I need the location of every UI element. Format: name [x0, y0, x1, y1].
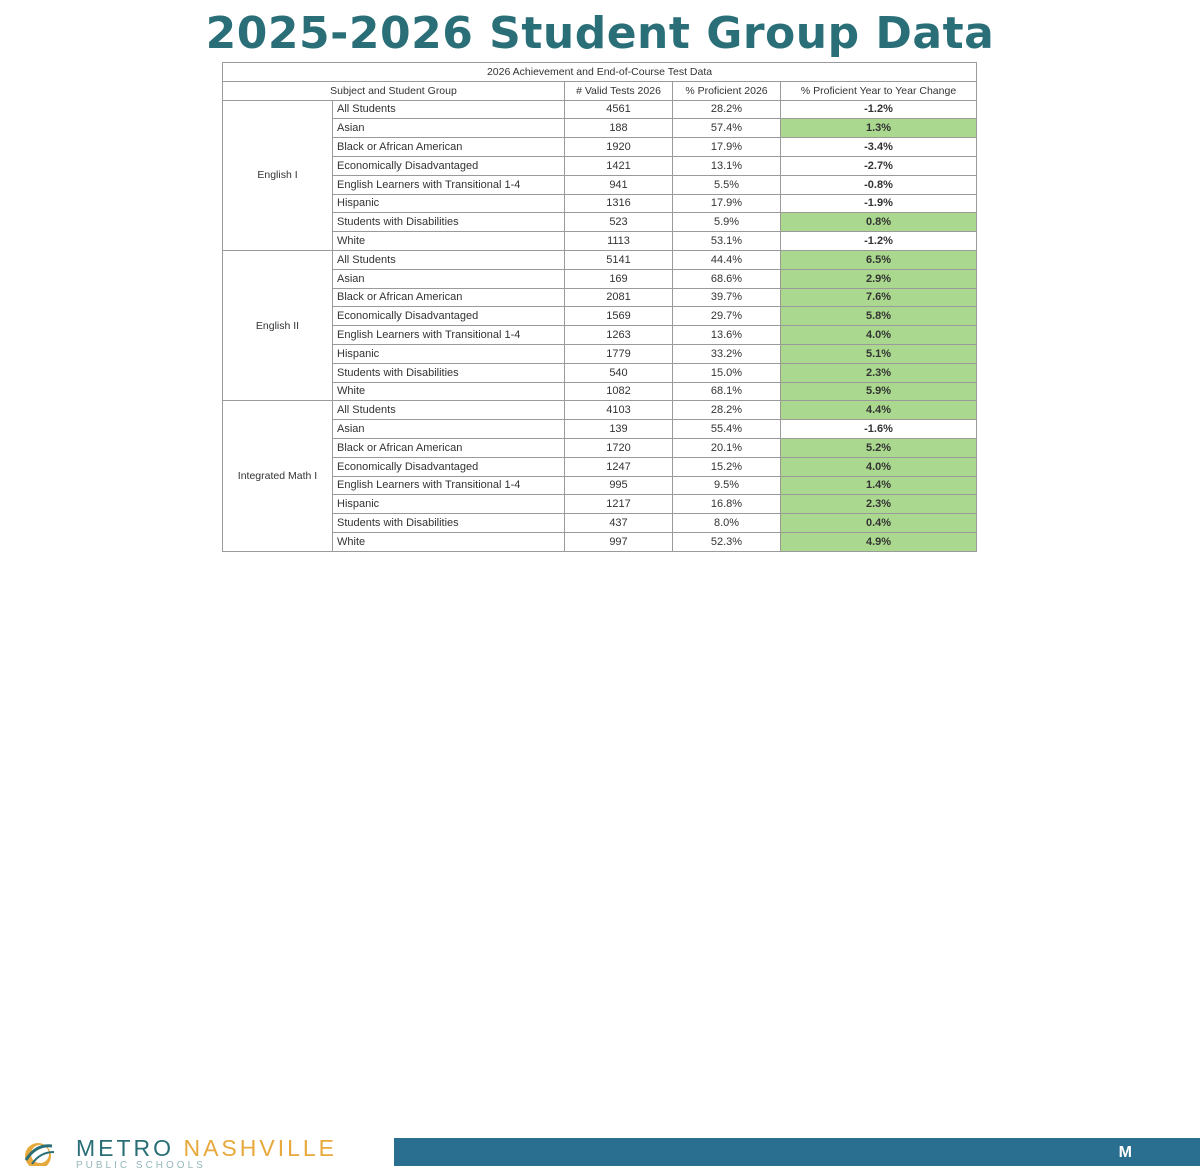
valid-tests-cell: 139: [565, 420, 673, 439]
proficient-cell: 15.0%: [673, 363, 781, 382]
yoy-change-cell: -0.8%: [781, 175, 977, 194]
page-title: 2025-2026 Student Group Data: [205, 8, 995, 59]
yoy-change-cell: 5.1%: [781, 344, 977, 363]
proficient-cell: 28.2%: [673, 401, 781, 420]
proficient-cell: 17.9%: [673, 138, 781, 157]
proficient-cell: 28.2%: [673, 100, 781, 119]
subject-cell: English II: [223, 250, 333, 400]
student-group-cell: White: [333, 232, 565, 251]
yoy-change-cell: -3.4%: [781, 138, 977, 157]
yoy-change-cell: 1.3%: [781, 119, 977, 138]
table-row: [223, 495, 977, 514]
metro-nashville-logo: [18, 1136, 62, 1166]
yoy-change-cell: 2.3%: [781, 495, 977, 514]
proficient-cell: 15.2%: [673, 457, 781, 476]
yoy-change-cell: 2.9%: [781, 269, 977, 288]
footer-bar-mark: M: [1118, 1144, 1132, 1161]
valid-tests-cell: 997: [565, 532, 673, 551]
valid-tests-cell: 1920: [565, 138, 673, 157]
student-group-cell: English Learners with Transitional 1-4: [333, 175, 565, 194]
valid-tests-cell: 5141: [565, 250, 673, 269]
student-group-cell: English Learners with Transitional 1-4: [333, 326, 565, 345]
proficient-cell: 13.1%: [673, 156, 781, 175]
table-row: [223, 420, 977, 439]
valid-tests-cell: 1720: [565, 438, 673, 457]
table-row: [223, 382, 977, 401]
table-row: [223, 401, 977, 420]
header-subject-group: Subject and Student Group: [223, 81, 565, 100]
header-proficient: % Proficient 2026: [673, 81, 781, 100]
proficient-cell: 8.0%: [673, 514, 781, 533]
student-group-cell: English Learners with Transitional 1-4: [333, 476, 565, 495]
student-group-cell: All Students: [333, 100, 565, 119]
brand-name: [76, 1135, 337, 1161]
yoy-change-cell: 1.4%: [781, 476, 977, 495]
proficient-cell: 44.4%: [673, 250, 781, 269]
valid-tests-cell: 437: [565, 514, 673, 533]
student-group-cell: Economically Disadvantaged: [333, 307, 565, 326]
valid-tests-cell: 4103: [565, 401, 673, 420]
yoy-change-cell: -1.9%: [781, 194, 977, 213]
table-row: [223, 307, 977, 326]
student-group-cell: Asian: [333, 119, 565, 138]
valid-tests-cell: 1779: [565, 344, 673, 363]
table-row: [223, 175, 977, 194]
table-row: [223, 326, 977, 345]
table-row: [223, 363, 977, 382]
student-group-cell: Students with Disabilities: [333, 213, 565, 232]
table-caption: 2026 Achievement and End-of-Course Test Data: [223, 63, 977, 82]
yoy-change-cell: 4.4%: [781, 401, 977, 420]
table-body: [223, 100, 977, 551]
yoy-change-cell: -1.2%: [781, 232, 977, 251]
valid-tests-cell: 995: [565, 476, 673, 495]
table-caption-row: [223, 63, 977, 82]
student-group-cell: Asian: [333, 420, 565, 439]
proficient-cell: 33.2%: [673, 344, 781, 363]
proficient-cell: 29.7%: [673, 307, 781, 326]
table-header-row: [223, 81, 977, 100]
valid-tests-cell: 1263: [565, 326, 673, 345]
proficient-cell: 13.6%: [673, 326, 781, 345]
table-row: [223, 138, 977, 157]
student-group-cell: Black or African American: [333, 288, 565, 307]
valid-tests-cell: 188: [565, 119, 673, 138]
yoy-change-cell: -2.7%: [781, 156, 977, 175]
proficient-cell: 9.5%: [673, 476, 781, 495]
valid-tests-cell: 1217: [565, 495, 673, 514]
table-row: [223, 344, 977, 363]
valid-tests-cell: 540: [565, 363, 673, 382]
yoy-change-cell: 4.9%: [781, 532, 977, 551]
yoy-change-cell: -1.6%: [781, 420, 977, 439]
valid-tests-cell: 523: [565, 213, 673, 232]
student-group-cell: Black or African American: [333, 438, 565, 457]
proficient-cell: 39.7%: [673, 288, 781, 307]
table-row: [223, 514, 977, 533]
table-row: [223, 119, 977, 138]
proficient-cell: 53.1%: [673, 232, 781, 251]
brand-nashville: NASHVILLE: [183, 1135, 338, 1161]
proficient-cell: 55.4%: [673, 420, 781, 439]
student-group-cell: Hispanic: [333, 344, 565, 363]
subject-cell: English I: [223, 100, 333, 250]
yoy-change-cell: 5.8%: [781, 307, 977, 326]
subject-cell: Integrated Math I: [223, 401, 333, 551]
student-group-cell: Black or African American: [333, 138, 565, 157]
valid-tests-cell: 1316: [565, 194, 673, 213]
student-group-cell: Students with Disabilities: [333, 363, 565, 382]
yoy-change-cell: 0.4%: [781, 514, 977, 533]
proficient-cell: 17.9%: [673, 194, 781, 213]
yoy-change-cell: 6.5%: [781, 250, 977, 269]
valid-tests-cell: 1569: [565, 307, 673, 326]
valid-tests-cell: 1113: [565, 232, 673, 251]
table-row: [223, 213, 977, 232]
valid-tests-cell: 2081: [565, 288, 673, 307]
valid-tests-cell: 1247: [565, 457, 673, 476]
proficient-cell: 5.5%: [673, 175, 781, 194]
proficient-cell: 5.9%: [673, 213, 781, 232]
footer-bar: [394, 1138, 1200, 1166]
brand-metro: METRO: [76, 1135, 175, 1161]
table-row: [223, 100, 977, 119]
table-row: [223, 194, 977, 213]
valid-tests-cell: 169: [565, 269, 673, 288]
valid-tests-cell: 1082: [565, 382, 673, 401]
header-valid-tests: # Valid Tests 2026: [565, 81, 673, 100]
student-group-cell: Economically Disadvantaged: [333, 156, 565, 175]
header-yoy-change: % Proficient Year to Year Change: [781, 81, 977, 100]
proficient-cell: 20.1%: [673, 438, 781, 457]
student-group-cell: Asian: [333, 269, 565, 288]
table-row: [223, 250, 977, 269]
student-group-cell: White: [333, 382, 565, 401]
yoy-change-cell: 5.2%: [781, 438, 977, 457]
student-group-cell: Hispanic: [333, 194, 565, 213]
student-group-cell: All Students: [333, 250, 565, 269]
student-group-cell: White: [333, 532, 565, 551]
table-row: [223, 476, 977, 495]
table-row: [223, 269, 977, 288]
student-group-cell: Hispanic: [333, 495, 565, 514]
yoy-change-cell: 4.0%: [781, 326, 977, 345]
valid-tests-cell: 941: [565, 175, 673, 194]
achievement-table: [222, 62, 977, 552]
yoy-change-cell: 7.6%: [781, 288, 977, 307]
proficient-cell: 57.4%: [673, 119, 781, 138]
proficient-cell: 52.3%: [673, 532, 781, 551]
yoy-change-cell: -1.2%: [781, 100, 977, 119]
proficient-cell: 16.8%: [673, 495, 781, 514]
table-row: [223, 457, 977, 476]
student-group-cell: All Students: [333, 401, 565, 420]
table-row: [223, 232, 977, 251]
valid-tests-cell: 1421: [565, 156, 673, 175]
proficient-cell: 68.6%: [673, 269, 781, 288]
yoy-change-cell: 2.3%: [781, 363, 977, 382]
student-group-cell: Students with Disabilities: [333, 514, 565, 533]
yoy-change-cell: 0.8%: [781, 213, 977, 232]
yoy-change-cell: 4.0%: [781, 457, 977, 476]
proficient-cell: 68.1%: [673, 382, 781, 401]
brand-subtitle: PUBLIC SCHOOLS: [76, 1160, 206, 1171]
footer: [0, 566, 1200, 1171]
table-row: [223, 288, 977, 307]
table-row: [223, 156, 977, 175]
valid-tests-cell: 4561: [565, 100, 673, 119]
table-row: [223, 532, 977, 551]
table-row: [223, 438, 977, 457]
student-group-cell: Economically Disadvantaged: [333, 457, 565, 476]
yoy-change-cell: 5.9%: [781, 382, 977, 401]
